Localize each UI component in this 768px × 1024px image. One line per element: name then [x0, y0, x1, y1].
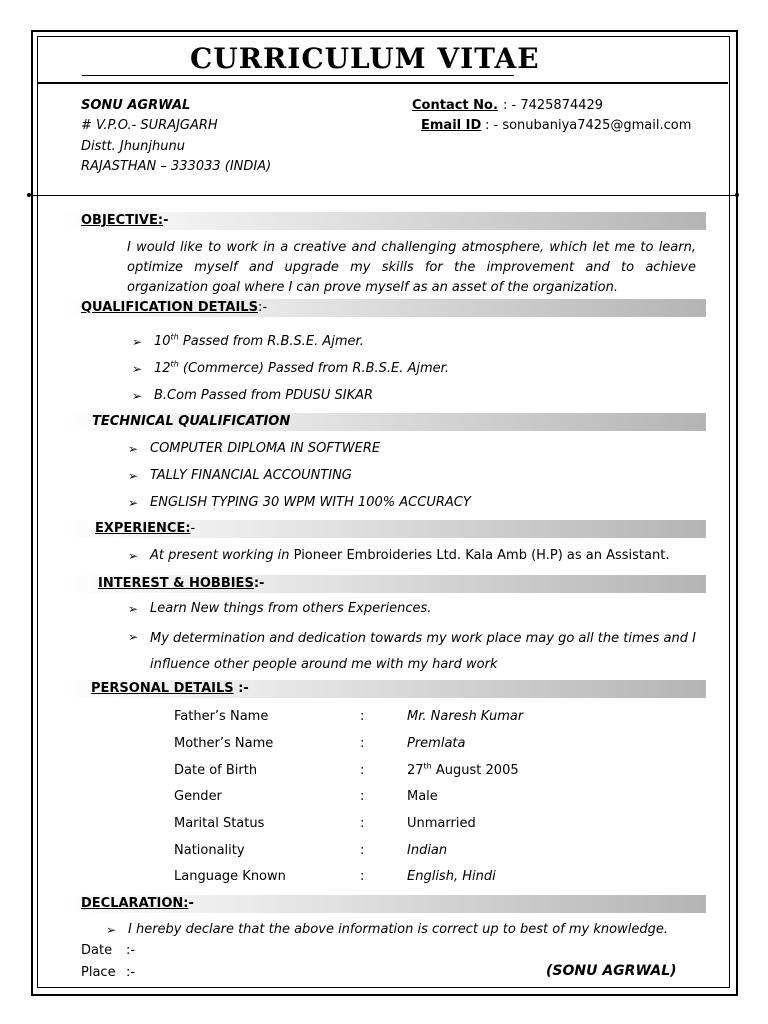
- personal-value: Mr. Naresh Kumar: [407, 709, 524, 724]
- personal-colon: :: [360, 736, 365, 751]
- divider-dot-left: [27, 193, 31, 197]
- section-heading-personal: PERSONAL DETAILS :-: [91, 681, 249, 696]
- section-bar-technical: [60, 413, 706, 431]
- date-sep: :-: [126, 943, 136, 958]
- personal-colon: :: [360, 869, 365, 884]
- declaration-text: I hereby declare that the above information is correct up to best of my knowledge.: [128, 922, 668, 937]
- arrow-bullet-icon: ➢: [128, 602, 139, 616]
- personal-label: Marital Status: [174, 816, 265, 831]
- personal-label: Language Known: [174, 869, 286, 884]
- section-bar-personal: [60, 680, 706, 698]
- page-title: CURRICULUM VITAE: [190, 42, 540, 75]
- section-heading-interests: INTEREST & HOBBIES:-: [98, 576, 265, 591]
- personal-label: Nationality: [174, 843, 245, 858]
- header-divider: [31, 195, 737, 196]
- inner-border: [37, 36, 730, 988]
- personal-label: Mother’s Name: [174, 736, 274, 751]
- place-sep: :-: [126, 965, 136, 980]
- personal-value: Premlata: [407, 736, 466, 751]
- section-bar-declaration: [60, 895, 706, 913]
- candidate-name: SONU AGRWAL: [81, 98, 191, 113]
- technical-item: TALLY FINANCIAL ACCOUNTING: [150, 468, 352, 483]
- arrow-bullet-icon: ➢: [132, 389, 143, 403]
- personal-label: Date of Birth: [174, 763, 258, 778]
- signature-name: (SONU AGRWAL): [546, 963, 677, 979]
- contact-label: Contact No.: [412, 98, 498, 113]
- arrow-bullet-icon: ➢: [132, 362, 143, 376]
- section-heading-declaration: DECLARATION:-: [81, 896, 194, 911]
- qualification-item: B.Com Passed from PDUSU SIKAR: [154, 388, 374, 403]
- section-bar-qualification: [60, 299, 706, 317]
- qualification-item: 10th Passed from R.B.S.E. Ajmer.: [154, 332, 364, 349]
- technical-item: COMPUTER DIPLOMA IN SOFTWERE: [150, 441, 381, 456]
- personal-label: Gender: [174, 789, 222, 804]
- contact-value: : - 7425874429: [503, 98, 604, 113]
- section-bar-objective: [60, 212, 706, 230]
- personal-value: English, Hindi: [407, 869, 496, 884]
- interest-item: My determination and dedication towards my work place may go all the times and I influence other people around me with my hard work: [150, 631, 696, 672]
- arrow-bullet-icon: ➢: [132, 335, 143, 349]
- place-label: Place: [81, 965, 116, 980]
- personal-colon: :: [360, 763, 365, 778]
- personal-colon: :: [360, 843, 365, 858]
- qualification-item: 12th (Commerce) Passed from R.B.S.E. Ajmer.: [154, 359, 449, 376]
- arrow-bullet-icon: ➢: [128, 442, 139, 456]
- section-bar-interests: [60, 575, 706, 593]
- title-underline: [82, 75, 514, 76]
- personal-colon: :: [360, 789, 365, 804]
- personal-colon: :: [360, 816, 365, 831]
- section-heading-objective: OBJECTIVE:-: [81, 213, 169, 228]
- arrow-bullet-icon: ➢: [128, 496, 139, 510]
- date-label: Date: [81, 943, 113, 958]
- arrow-bullet-icon: ➢: [128, 630, 139, 644]
- personal-label: Father’s Name: [174, 709, 269, 724]
- personal-value: Male: [407, 789, 438, 804]
- email-label: Email ID: [421, 118, 482, 133]
- section-bar-experience: [60, 520, 706, 538]
- address-line-2: Distt. Jhunjhunu: [81, 139, 185, 154]
- arrow-bullet-icon: ➢: [128, 549, 139, 563]
- experience-item: At present working in Pioneer Embroideries Ltd. Kala Amb (H.P) as an Assistant.: [150, 548, 670, 563]
- interest-item: Learn New things from others Experiences.: [150, 601, 432, 616]
- personal-value: Unmarried: [407, 816, 476, 831]
- arrow-bullet-icon: ➢: [106, 923, 117, 937]
- personal-value: 27th August 2005: [407, 761, 519, 778]
- section-heading-technical: TECHNICAL QUALIFICATION: [92, 414, 291, 429]
- divider-dot-right: [735, 193, 739, 197]
- section-heading-qualification: QUALIFICATION DETAILS:-: [81, 300, 268, 315]
- personal-colon: :: [360, 709, 365, 724]
- arrow-bullet-icon: ➢: [128, 469, 139, 483]
- personal-value: Indian: [407, 843, 448, 858]
- objective-text: I would like to work in a creative and challenging atmosphere, which let me to learn, optimize myself and upgrade my skills for the improvement and to achieve organization goal where I can prove myself as an asset of the organization.: [127, 240, 696, 295]
- email-value: : - sonubaniya7425@gmail.com: [485, 118, 692, 133]
- technical-item: ENGLISH TYPING 30 WPM WITH 100% ACCURACY: [150, 495, 471, 510]
- address-line-3: RAJASTHAN – 333033 (INDIA): [81, 159, 272, 174]
- section-heading-experience: EXPERIENCE:-: [95, 521, 196, 536]
- address-line-1: # V.P.O.- SURAJGARH: [81, 118, 218, 133]
